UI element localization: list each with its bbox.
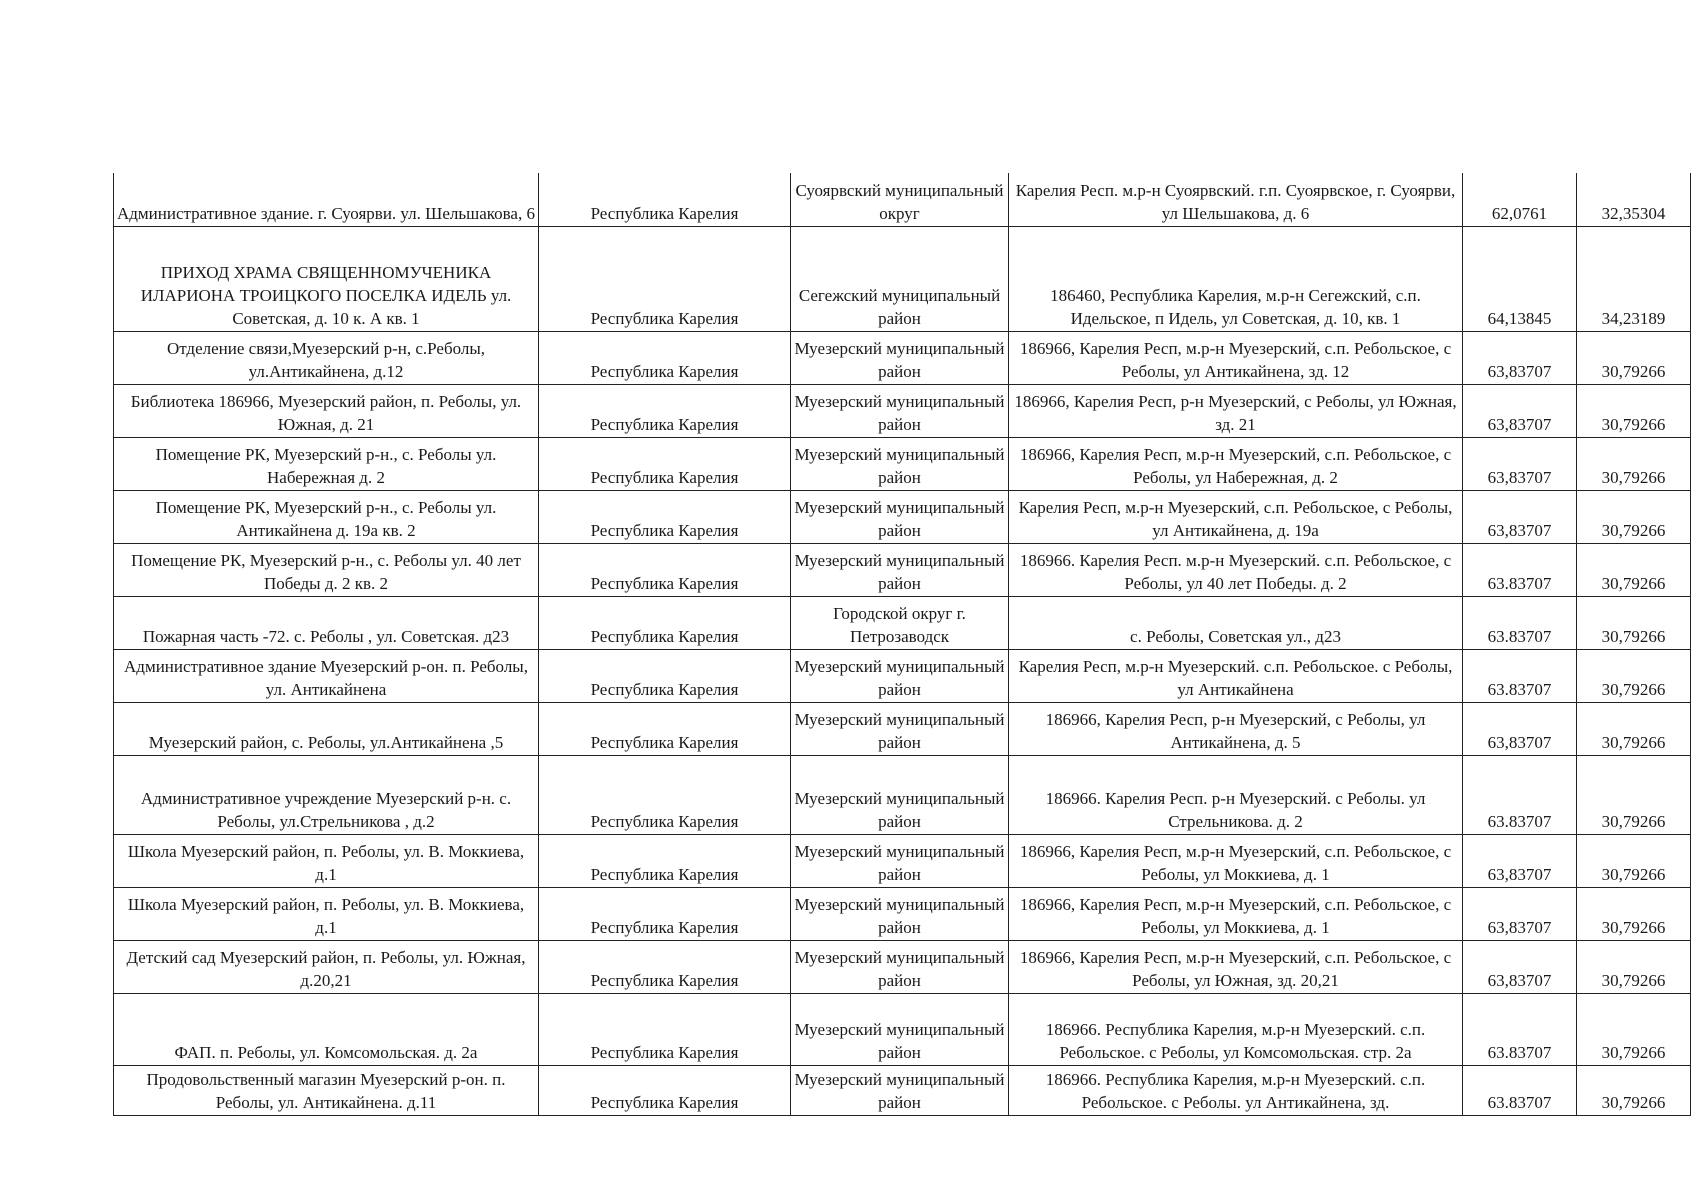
latitude-cell: 63.83707 <box>1463 543 1577 596</box>
longitude-cell: 30,79266 <box>1577 331 1691 384</box>
object-name-cell: Пожарная часть -72. с. Реболы , ул. Советская. д23 <box>114 596 539 649</box>
region-cell: Республика Карелия <box>539 834 791 887</box>
latitude-cell: 63,83707 <box>1463 887 1577 940</box>
table-row <box>114 649 1691 702</box>
table-row <box>114 543 1691 596</box>
longitude-cell: 30,79266 <box>1577 384 1691 437</box>
address-cell: с. Реболы, Советская ул., д23 <box>1009 596 1463 649</box>
table-row <box>114 596 1691 649</box>
address-cell: 186966. Республика Карелия, м.р-н Муезерский. с.п. Ребольское. с Реболы, ул Комсомольская. стр. 2а <box>1009 993 1463 1065</box>
object-name-cell: Школа Муезерский район, п. Реболы, ул. В. Моккиева, д.1 <box>114 834 539 887</box>
district-cell: Муезерский муниципальный район <box>791 649 1009 702</box>
longitude-cell: 30,79266 <box>1577 649 1691 702</box>
table-row <box>114 834 1691 887</box>
longitude-cell: 30,79266 <box>1577 834 1691 887</box>
longitude-cell: 30,79266 <box>1577 1065 1691 1115</box>
object-name-cell: Детский сад Муезерский район, п. Реболы, ул. Южная, д.20,21 <box>114 940 539 993</box>
district-cell: Муезерский муниципальный район <box>791 331 1009 384</box>
longitude-cell: 30,79266 <box>1577 437 1691 490</box>
address-cell: 186460, Республика Карелия, м.р-н Сегежский, с.п. Идельское, п Идель, ул Советская, д. 10, кв. 1 <box>1009 226 1463 331</box>
table-row <box>114 702 1691 755</box>
region-cell: Республика Карелия <box>539 226 791 331</box>
longitude-cell: 32,35304 <box>1577 173 1691 226</box>
address-cell: Карелия Респ, м.р-н Муезерский. с.п. Ребольское. с Реболы, ул Антикайнена <box>1009 649 1463 702</box>
address-cell: Карелия Респ. м.р-н Суоярвский. г.п. Суоярвское, г. Суоярви, ул Шельшакова, д. 6 <box>1009 173 1463 226</box>
table-row <box>114 331 1691 384</box>
object-name-cell: Муезерский район, с. Реболы, ул.Антикайнена ,5 <box>114 702 539 755</box>
address-cell: 186966, Карелия Респ, м.р-н Муезерский, с.п. Ребольское, с Реболы, ул Антикайнена, зд. 12 <box>1009 331 1463 384</box>
region-cell: Республика Карелия <box>539 596 791 649</box>
latitude-cell: 63.83707 <box>1463 993 1577 1065</box>
address-cell: 186966, Карелия Респ, м.р-н Муезерский, с.п. Ребольское, с Реболы, ул Южная, зд. 20,21 <box>1009 940 1463 993</box>
region-cell: Республика Карелия <box>539 331 791 384</box>
table-row <box>114 437 1691 490</box>
latitude-cell: 63.83707 <box>1463 649 1577 702</box>
longitude-cell: 30,79266 <box>1577 596 1691 649</box>
region-cell: Республика Карелия <box>539 755 791 834</box>
district-cell: Муезерский муниципальный район <box>791 755 1009 834</box>
district-cell: Муезерский муниципальный район <box>791 437 1009 490</box>
latitude-cell: 63,83707 <box>1463 384 1577 437</box>
region-cell: Республика Карелия <box>539 993 791 1065</box>
address-cell: 186966. Карелия Респ. р-н Муезерский. с Реболы. ул Стрельникова. д. 2 <box>1009 755 1463 834</box>
region-cell: Республика Карелия <box>539 1065 791 1115</box>
address-cell: 186966, Карелия Респ, м.р-н Муезерский, с.п. Ребольское, с Реболы, ул Моккиева, д. 1 <box>1009 887 1463 940</box>
object-name-cell: Административное учреждение Муезерский р-н. с. Реболы, ул.Стрельникова , д.2 <box>114 755 539 834</box>
latitude-cell: 64,13845 <box>1463 226 1577 331</box>
latitude-cell: 63,83707 <box>1463 940 1577 993</box>
object-name-cell: Помещение РК, Муезерский р-н., с. Реболы ул. Антикайнена д. 19а кв. 2 <box>114 490 539 543</box>
district-cell: Муезерский муниципальный район <box>791 993 1009 1065</box>
longitude-cell: 30,79266 <box>1577 887 1691 940</box>
table-row <box>114 490 1691 543</box>
district-cell: Муезерский муниципальный район <box>791 1065 1009 1115</box>
address-cell: 186966. Республика Карелия, м.р-н Муезерский. с.п. Ребольское. с Реболы. ул Антикайнена, зд. <box>1009 1065 1463 1115</box>
table-row <box>114 755 1691 834</box>
district-cell: Сегежский муниципальный район <box>791 226 1009 331</box>
table-row <box>114 173 1691 226</box>
table-row <box>114 1065 1691 1115</box>
table-row <box>114 384 1691 437</box>
object-name-cell: Продовольственный магазин Муезерский р-он. п. Реболы, ул. Антикайнена. д.11 <box>114 1065 539 1115</box>
table-row <box>114 226 1691 331</box>
object-name-cell: ПРИХОД ХРАМА СВЯЩЕННОМУЧЕНИКА ИЛАРИОНА ТРОИЦКОГО ПОСЕЛКА ИДЕЛЬ ул. Советская, д. 10 к. А кв. 1 <box>114 226 539 331</box>
objects-table-body <box>114 173 1691 1115</box>
region-cell: Республика Карелия <box>539 384 791 437</box>
object-name-cell: Библиотека 186966, Муезерский район, п. Реболы, ул. Южная, д. 21 <box>114 384 539 437</box>
region-cell: Республика Карелия <box>539 940 791 993</box>
district-cell: Городской округ г. Петрозаводск <box>791 596 1009 649</box>
longitude-cell: 30,79266 <box>1577 490 1691 543</box>
address-cell: 186966, Карелия Респ, м.р-н Муезерский, с.п. Ребольское, с Реболы, ул Набережная, д. 2 <box>1009 437 1463 490</box>
district-cell: Суоярвский муниципальный округ <box>791 173 1009 226</box>
latitude-cell: 63,83707 <box>1463 702 1577 755</box>
region-cell: Республика Карелия <box>539 490 791 543</box>
address-cell: Карелия Респ, м.р-н Муезерский, с.п. Ребольское, с Реболы, ул Антикайнена, д. 19а <box>1009 490 1463 543</box>
latitude-cell: 63,83707 <box>1463 331 1577 384</box>
longitude-cell: 34,23189 <box>1577 226 1691 331</box>
latitude-cell: 63.83707 <box>1463 596 1577 649</box>
district-cell: Муезерский муниципальный район <box>791 834 1009 887</box>
table-row <box>114 940 1691 993</box>
object-name-cell: ФАП. п. Реболы, ул. Комсомольская. д. 2а <box>114 993 539 1065</box>
longitude-cell: 30,79266 <box>1577 940 1691 993</box>
objects-table <box>113 173 1691 1116</box>
district-cell: Муезерский муниципальный район <box>791 490 1009 543</box>
district-cell: Муезерский муниципальный район <box>791 384 1009 437</box>
latitude-cell: 63.83707 <box>1463 1065 1577 1115</box>
region-cell: Республика Карелия <box>539 173 791 226</box>
district-cell: Муезерский муниципальный район <box>791 887 1009 940</box>
latitude-cell: 63,83707 <box>1463 490 1577 543</box>
object-name-cell: Помещение РК, Муезерский р-н., с. Реболы ул. 40 лет Победы д. 2 кв. 2 <box>114 543 539 596</box>
longitude-cell: 30,79266 <box>1577 543 1691 596</box>
address-cell: 186966, Карелия Респ, р-н Муезерский, с Реболы, ул Антикайнена, д. 5 <box>1009 702 1463 755</box>
address-cell: 186966, Карелия Респ, м.р-н Муезерский, с.п. Ребольское, с Реболы, ул Моккиева, д. 1 <box>1009 834 1463 887</box>
object-name-cell: Административное здание. г. Суоярви. ул. Шельшакова, 6 <box>114 173 539 226</box>
object-name-cell: Отделение связи,Муезерский р-н, с.Реболы, ул.Антикайнена, д.12 <box>114 331 539 384</box>
longitude-cell: 30,79266 <box>1577 702 1691 755</box>
district-cell: Муезерский муниципальный район <box>791 543 1009 596</box>
region-cell: Республика Карелия <box>539 887 791 940</box>
address-cell: 186966. Карелия Респ. м.р-н Муезерский. с.п. Ребольское, с Реболы, ул 40 лет Победы. д. 2 <box>1009 543 1463 596</box>
longitude-cell: 30,79266 <box>1577 993 1691 1065</box>
region-cell: Республика Карелия <box>539 437 791 490</box>
latitude-cell: 63.83707 <box>1463 755 1577 834</box>
address-cell: 186966, Карелия Респ, р-н Муезерский, с Реболы, ул Южная, зд. 21 <box>1009 384 1463 437</box>
table-row <box>114 993 1691 1065</box>
latitude-cell: 62,0761 <box>1463 173 1577 226</box>
object-name-cell: Помещение РК, Муезерский р-н., с. Реболы ул. Набережная д. 2 <box>114 437 539 490</box>
latitude-cell: 63,83707 <box>1463 834 1577 887</box>
longitude-cell: 30,79266 <box>1577 755 1691 834</box>
district-cell: Муезерский муниципальный район <box>791 702 1009 755</box>
region-cell: Республика Карелия <box>539 649 791 702</box>
district-cell: Муезерский муниципальный район <box>791 940 1009 993</box>
table-row <box>114 887 1691 940</box>
object-name-cell: Школа Муезерский район, п. Реболы, ул. В. Моккиева, д.1 <box>114 887 539 940</box>
latitude-cell: 63,83707 <box>1463 437 1577 490</box>
region-cell: Республика Карелия <box>539 543 791 596</box>
region-cell: Республика Карелия <box>539 702 791 755</box>
object-name-cell: Административное здание Муезерский р-он. п. Реболы, ул. Антикайнена <box>114 649 539 702</box>
